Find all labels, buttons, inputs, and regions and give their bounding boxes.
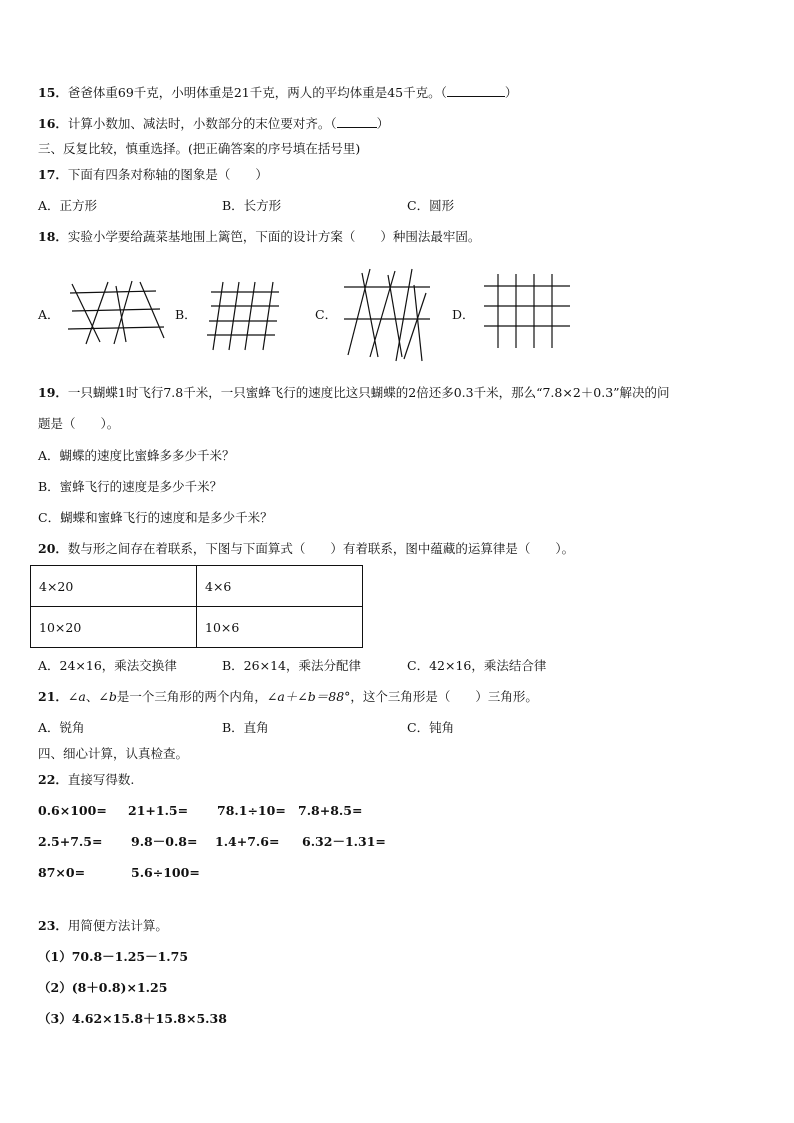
question-text-end: ，这个三角形是（ ）三角形。 [350,689,538,704]
question-20 [38,541,574,557]
section-3-heading: 三、反复比较，慎重选择。(把正确答案的序号填在括号里) [38,141,361,156]
fence-diagram-a [60,278,170,348]
q17-option-a[interactable]: A．正方形 [38,198,98,213]
question-text: 下面有四条对称轴的图象是（ ） [67,167,268,182]
fence-diagram-d [482,272,577,354]
calc-item: 2.5+7.5= [38,834,103,849]
table-cell: 10×20 [31,607,197,648]
question-19-cont: 题是（ ）。 [38,416,120,431]
calc-item: 0.6×100= [38,803,107,818]
calc-item: （3）4.62×15.8＋15.8×5.38 [38,1011,227,1026]
q20-option-c[interactable]: C．42×16，乘法结合律 [407,658,547,673]
question-text: 实验小学要给蔬菜基地围上篱笆，下面的设计方案（ ）种围法最牢固。 [67,229,481,244]
q21-option-b[interactable]: B．直角 [222,720,269,735]
close-paren: ） [376,116,390,131]
question-number: 23． [38,918,68,933]
q19-option-c[interactable]: C．蝴蝶和蜜蜂飞行的速度和是多少千米？ [38,510,273,525]
question-text: 计算小数加、减法时，小数部分的末位要对齐。（ [67,116,337,131]
question-number: 20． [38,541,68,556]
question-17 [38,167,268,183]
question-text: 用简便方法计算。 [67,918,168,933]
q19-option-a[interactable]: A．蝴蝶的速度比蜜蜂多多少千米？ [38,448,235,463]
question-number: 21． [38,689,68,704]
question-text: 数与形之间存在着联系，下图与下面算式（ ）有着联系，图中蕴藏的运算律是（ ）。 [67,541,575,556]
separator: 、 [85,689,99,704]
q18-label-b[interactable]: B． [175,307,197,322]
table-row [31,566,363,607]
question-23 [38,918,168,934]
calc-item: 7.8+8.5= [298,803,363,818]
question-number: 22． [38,772,68,787]
q17-option-b[interactable]: B．长方形 [222,198,282,213]
question-19 [38,385,670,401]
question-number: 18． [38,229,68,244]
question-text: 是一个三角形的两个内角， [116,689,267,704]
fence-diagram-c [340,265,440,365]
question-18 [38,229,480,245]
question-21 [38,689,538,705]
answer-blank[interactable] [447,84,505,97]
question-text: 爸爸体重69千克，小明体重是21千克，两人的平均体重是45千克。（ [67,85,447,100]
table-cell: 4×6 [197,566,363,607]
calc-item: （1）70.8－1.25－1.75 [38,949,189,964]
fence-diagram-b [205,278,285,354]
area-model-table [30,565,363,648]
angle-a: ∠a [67,689,86,704]
q17-option-c[interactable]: C．圆形 [407,198,455,213]
calc-item: 1.4+7.6= [215,834,280,849]
q20-option-b[interactable]: B．26×14，乘法分配律 [222,658,361,673]
q21-option-a[interactable]: A．锐角 [38,720,85,735]
q18-label-d[interactable]: D． [452,307,475,322]
question-15 [38,84,517,101]
angle-b: ∠b [98,689,117,704]
section-4-heading: 四、细心计算，认真检查。 [38,746,189,761]
table-row [31,607,363,648]
calc-item: 9.8－0.8= [131,834,198,849]
question-text: 一只蝴蝶1时飞行7.8千米，一只蜜蜂飞行的速度比这只蝴蝶的2倍还多0.3千米，那么“7.8×2＋0.3”解决的问 [67,385,670,400]
question-number: 17． [38,167,68,182]
q20-option-a[interactable]: A．24×16，乘法交换律 [38,658,177,673]
table-cell: 10×6 [197,607,363,648]
question-16 [38,115,389,132]
calc-item: 6.32－1.31= [302,834,386,849]
answer-blank[interactable] [337,115,377,128]
q18-label-c[interactable]: C． [315,307,338,322]
calc-item: 87×0= [38,865,86,880]
question-number: 16． [38,116,68,131]
q18-label-a[interactable]: A． [38,307,60,322]
angle-equation: ∠a＋∠b＝88° [266,689,351,704]
calc-item: （2）(8＋0.8)×1.25 [38,980,168,995]
q21-option-c[interactable]: C．钝角 [407,720,455,735]
calc-item: 78.1÷10= [217,803,286,818]
table-cell: 4×20 [31,566,197,607]
question-number: 19． [38,385,68,400]
question-number: 15． [38,85,68,100]
question-22 [38,772,134,788]
calc-item: 5.6÷100= [131,865,200,880]
question-text: 直接写得数. [67,772,135,787]
q19-option-b[interactable]: B．蜜蜂飞行的速度是多少千米？ [38,479,223,494]
close-paren: ） [504,85,518,100]
calc-item: 21+1.5= [128,803,189,818]
